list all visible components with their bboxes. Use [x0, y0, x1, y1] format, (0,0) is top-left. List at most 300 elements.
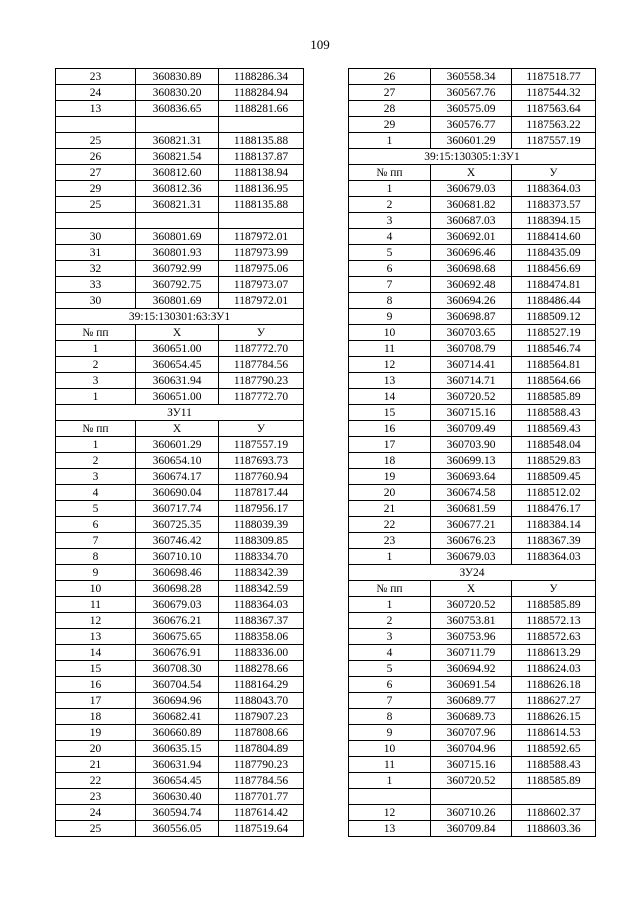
y-coordinate: 1187975.06: [219, 261, 304, 277]
table-row: [56, 597, 304, 613]
table-row: [56, 101, 304, 117]
x-coordinate: 360717.74: [136, 501, 219, 517]
x-coordinate: 360715.16: [431, 757, 512, 773]
y-coordinate: 1188529.83: [512, 453, 596, 469]
x-coordinate: 360654.45: [136, 357, 219, 373]
x-coordinate: 360792.75: [136, 277, 219, 293]
point-number: 4: [56, 485, 136, 501]
point-number: 12: [349, 357, 431, 373]
x-coordinate: 360690.04: [136, 485, 219, 501]
y-coordinate: 1188474.81: [512, 277, 596, 293]
section-heading: ЗУ24: [349, 565, 596, 581]
y-coordinate: 1187973.07: [219, 277, 304, 293]
table-row: [56, 117, 304, 133]
table-row: [56, 373, 304, 389]
table-row: [56, 693, 304, 709]
point-number: 11: [349, 341, 431, 357]
header-y: У: [512, 581, 596, 597]
header-point-number: № пп: [56, 421, 136, 437]
header-y: У: [219, 325, 304, 341]
point-number: 32: [56, 261, 136, 277]
table-row: [56, 469, 304, 485]
table-row: [349, 469, 596, 485]
header-y: У: [219, 421, 304, 437]
table-row: [349, 725, 596, 741]
table-body: [349, 69, 596, 837]
table-row: [56, 293, 304, 309]
point-number: 8: [349, 709, 431, 725]
x-coordinate: 360703.65: [431, 325, 512, 341]
table-row: [56, 341, 304, 357]
point-number: 9: [56, 565, 136, 581]
table-body: [56, 69, 304, 837]
point-number: 29: [349, 117, 431, 133]
point-number: 1: [349, 133, 431, 149]
point-number: 9: [349, 309, 431, 325]
point-number: 25: [56, 133, 136, 149]
x-coordinate: 360679.03: [431, 181, 512, 197]
y-coordinate: 1188138.94: [219, 165, 304, 181]
x-coordinate: 360801.93: [136, 245, 219, 261]
x-coordinate: 360676.91: [136, 645, 219, 661]
y-coordinate: 1188509.45: [512, 469, 596, 485]
table-row: [349, 325, 596, 341]
y-coordinate: 1187519.64: [219, 821, 304, 837]
point-number: 5: [56, 501, 136, 517]
x-coordinate: 360801.69: [136, 293, 219, 309]
y-coordinate: 1188564.66: [512, 373, 596, 389]
table-row: [349, 709, 596, 725]
x-coordinate: 360694.92: [431, 661, 512, 677]
table-row: [349, 821, 596, 837]
x-coordinate: 360720.52: [431, 597, 512, 613]
column-header-row: [349, 581, 596, 597]
point-number: 16: [349, 421, 431, 437]
y-coordinate: 1187693.73: [219, 453, 304, 469]
point-number: [56, 213, 136, 229]
point-number: [349, 789, 431, 805]
x-coordinate: 360753.81: [431, 613, 512, 629]
y-coordinate: 1188367.39: [512, 533, 596, 549]
point-number: 18: [349, 453, 431, 469]
header-y: У: [512, 165, 596, 181]
y-coordinate: 1188592.65: [512, 741, 596, 757]
table-row: [349, 373, 596, 389]
table-row: [349, 533, 596, 549]
point-number: 12: [56, 613, 136, 629]
point-number: 6: [56, 517, 136, 533]
table-row: [56, 213, 304, 229]
column-header-row: [56, 325, 304, 341]
x-coordinate: 360679.03: [431, 549, 512, 565]
y-coordinate: 1188509.12: [512, 309, 596, 325]
table-row: [349, 501, 596, 517]
y-coordinate: 1187563.22: [512, 117, 596, 133]
y-coordinate: 1188527.19: [512, 325, 596, 341]
x-coordinate: 360708.79: [431, 341, 512, 357]
point-number: 23: [56, 789, 136, 805]
table-row: [349, 421, 596, 437]
y-coordinate: 1187973.99: [219, 245, 304, 261]
y-coordinate: 1187790.23: [219, 373, 304, 389]
point-number: 26: [56, 149, 136, 165]
point-number: 17: [56, 693, 136, 709]
y-coordinate: 1188336.00: [219, 645, 304, 661]
section-heading: 39:15:130301:63:ЗУ1: [56, 309, 304, 325]
point-number: 4: [349, 645, 431, 661]
table-row: [56, 501, 304, 517]
y-coordinate: 1188286.34: [219, 69, 304, 85]
y-coordinate: 1188476.17: [512, 501, 596, 517]
y-coordinate: 1188136.95: [219, 181, 304, 197]
x-coordinate: 360710.26: [431, 805, 512, 821]
y-coordinate: 1187972.01: [219, 229, 304, 245]
table-row: [349, 229, 596, 245]
table-row: [349, 101, 596, 117]
y-coordinate: 1188548.04: [512, 437, 596, 453]
x-coordinate: 360753.96: [431, 629, 512, 645]
point-number: 7: [349, 693, 431, 709]
x-coordinate: 360677.21: [431, 517, 512, 533]
table-row: [349, 613, 596, 629]
x-coordinate: 360630.40: [136, 789, 219, 805]
y-coordinate: 1188342.39: [219, 565, 304, 581]
point-number: 6: [349, 677, 431, 693]
x-coordinate: 360674.58: [431, 485, 512, 501]
table-row: [56, 709, 304, 725]
y-coordinate: 1187817.44: [219, 485, 304, 501]
x-coordinate: 360679.03: [136, 597, 219, 613]
x-coordinate: 360654.45: [136, 773, 219, 789]
y-coordinate: 1188512.02: [512, 485, 596, 501]
y-coordinate: 1187614.42: [219, 805, 304, 821]
table-row: [56, 773, 304, 789]
x-coordinate: 360703.90: [431, 437, 512, 453]
point-number: 27: [349, 85, 431, 101]
x-coordinate: 360707.96: [431, 725, 512, 741]
table-row: [56, 453, 304, 469]
table-row: [349, 773, 596, 789]
y-coordinate: 1188043.70: [219, 693, 304, 709]
table-row: [56, 629, 304, 645]
point-number: 11: [349, 757, 431, 773]
y-coordinate: 1187804.89: [219, 741, 304, 757]
table-row: [349, 197, 596, 213]
x-coordinate: 360692.48: [431, 277, 512, 293]
point-number: 12: [349, 805, 431, 821]
table-row: [349, 629, 596, 645]
x-coordinate: 360725.35: [136, 517, 219, 533]
column-header-row: [56, 421, 304, 437]
x-coordinate: 360821.54: [136, 149, 219, 165]
x-coordinate: 360720.52: [431, 389, 512, 405]
point-number: 1: [56, 389, 136, 405]
x-coordinate: 360714.41: [431, 357, 512, 373]
x-coordinate: 360689.77: [431, 693, 512, 709]
y-coordinate: 1187760.94: [219, 469, 304, 485]
table-row: [349, 69, 596, 85]
point-number: 21: [56, 757, 136, 773]
table-row: [349, 277, 596, 293]
table-row: [56, 389, 304, 405]
y-coordinate: 1187784.56: [219, 773, 304, 789]
x-coordinate: [136, 213, 219, 229]
table-row: [349, 133, 596, 149]
point-number: 18: [56, 709, 136, 725]
table-row: [56, 789, 304, 805]
y-coordinate: 1188394.15: [512, 213, 596, 229]
y-coordinate: 1188603.36: [512, 821, 596, 837]
table-row: [349, 389, 596, 405]
x-coordinate: 360689.73: [431, 709, 512, 725]
coordinates-table-right: [348, 68, 596, 837]
table-row: [56, 357, 304, 373]
point-number: 19: [56, 725, 136, 741]
y-coordinate: 1188137.87: [219, 149, 304, 165]
section-heading-row: [56, 405, 304, 421]
table-row: [349, 437, 596, 453]
table-row: [349, 309, 596, 325]
y-coordinate: 1188284.94: [219, 85, 304, 101]
y-coordinate: 1188364.03: [219, 597, 304, 613]
table-row: [56, 741, 304, 757]
y-coordinate: 1188585.89: [512, 597, 596, 613]
y-coordinate: 1188384.14: [512, 517, 596, 533]
table-row: [349, 549, 596, 565]
x-coordinate: 360694.26: [431, 293, 512, 309]
table-row: [349, 181, 596, 197]
table-row: [56, 245, 304, 261]
table-row: [56, 821, 304, 837]
table-row: [56, 277, 304, 293]
y-coordinate: 1188278.66: [219, 661, 304, 677]
y-coordinate: 1188626.15: [512, 709, 596, 725]
table-row: [349, 85, 596, 101]
table-row: [56, 133, 304, 149]
x-coordinate: 360601.29: [431, 133, 512, 149]
x-coordinate: 360692.01: [431, 229, 512, 245]
table-row: [56, 229, 304, 245]
y-coordinate: 1188624.03: [512, 661, 596, 677]
point-number: 4: [349, 229, 431, 245]
y-coordinate: 1188334.70: [219, 549, 304, 565]
y-coordinate: 1188039.39: [219, 517, 304, 533]
y-coordinate: 1188486.44: [512, 293, 596, 309]
point-number: 1: [349, 773, 431, 789]
table-row: [56, 437, 304, 453]
point-number: 2: [56, 453, 136, 469]
table-row: [349, 293, 596, 309]
x-coordinate: 360710.10: [136, 549, 219, 565]
y-coordinate: [219, 117, 304, 133]
point-number: 3: [56, 469, 136, 485]
x-coordinate: 360709.49: [431, 421, 512, 437]
x-coordinate: 360681.59: [431, 501, 512, 517]
table-row: [349, 485, 596, 501]
point-number: 13: [56, 101, 136, 117]
x-coordinate: 360792.99: [136, 261, 219, 277]
x-coordinate: 360556.05: [136, 821, 219, 837]
y-coordinate: 1188588.43: [512, 405, 596, 421]
table-row: [56, 645, 304, 661]
table-row: [56, 613, 304, 629]
y-coordinate: [219, 213, 304, 229]
x-coordinate: 360746.42: [136, 533, 219, 549]
x-coordinate: 360631.94: [136, 757, 219, 773]
point-number: 2: [349, 197, 431, 213]
y-coordinate: 1188569.43: [512, 421, 596, 437]
x-coordinate: 360698.68: [431, 261, 512, 277]
section-heading-row: [349, 149, 596, 165]
table-row: [56, 197, 304, 213]
point-number: 8: [56, 549, 136, 565]
point-number: 10: [349, 325, 431, 341]
table-row: [349, 341, 596, 357]
x-coordinate: 360676.23: [431, 533, 512, 549]
point-number: 10: [56, 581, 136, 597]
point-number: 24: [56, 805, 136, 821]
table-row: [349, 117, 596, 133]
table-row: [56, 549, 304, 565]
point-number: 22: [56, 773, 136, 789]
table-row: [56, 69, 304, 85]
x-coordinate: 360675.65: [136, 629, 219, 645]
x-coordinate: 360651.00: [136, 341, 219, 357]
y-coordinate: 1187557.19: [512, 133, 596, 149]
y-coordinate: 1188572.13: [512, 613, 596, 629]
x-coordinate: 360576.77: [431, 117, 512, 133]
x-coordinate: 360708.30: [136, 661, 219, 677]
x-coordinate: 360674.17: [136, 469, 219, 485]
y-coordinate: 1187956.17: [219, 501, 304, 517]
point-number: 33: [56, 277, 136, 293]
table-row: [349, 661, 596, 677]
point-number: 30: [56, 229, 136, 245]
point-number: 15: [349, 405, 431, 421]
x-coordinate: 360801.69: [136, 229, 219, 245]
x-coordinate: [136, 117, 219, 133]
point-number: 26: [349, 69, 431, 85]
y-coordinate: 1188456.69: [512, 261, 596, 277]
table-row: [56, 661, 304, 677]
point-number: 15: [56, 661, 136, 677]
table-row: [56, 581, 304, 597]
y-coordinate: 1187808.66: [219, 725, 304, 741]
x-coordinate: 360660.89: [136, 725, 219, 741]
table-row: [56, 85, 304, 101]
point-number: 22: [349, 517, 431, 533]
y-coordinate: 1188364.03: [512, 181, 596, 197]
point-number: 13: [349, 373, 431, 389]
x-coordinate: 360654.10: [136, 453, 219, 469]
table-row: [349, 805, 596, 821]
point-number: [56, 117, 136, 133]
y-coordinate: 1188627.27: [512, 693, 596, 709]
point-number: 3: [56, 373, 136, 389]
y-coordinate: 1187518.77: [512, 69, 596, 85]
x-coordinate: 360651.00: [136, 389, 219, 405]
x-coordinate: 360558.34: [431, 69, 512, 85]
y-coordinate: 1187790.23: [219, 757, 304, 773]
x-coordinate: 360714.71: [431, 373, 512, 389]
y-coordinate: 1188435.09: [512, 245, 596, 261]
y-coordinate: 1187563.64: [512, 101, 596, 117]
point-number: 9: [349, 725, 431, 741]
y-coordinate: 1188588.43: [512, 757, 596, 773]
y-coordinate: 1187772.70: [219, 389, 304, 405]
point-number: 8: [349, 293, 431, 309]
point-number: 30: [56, 293, 136, 309]
point-number: 5: [349, 245, 431, 261]
point-number: 20: [56, 741, 136, 757]
y-coordinate: 1187772.70: [219, 341, 304, 357]
table-row: [56, 805, 304, 821]
table-row: [349, 757, 596, 773]
point-number: 3: [349, 213, 431, 229]
point-number: 3: [349, 629, 431, 645]
y-coordinate: 1188572.63: [512, 629, 596, 645]
section-heading: ЗУ11: [56, 405, 304, 421]
point-number: 6: [349, 261, 431, 277]
table-row: [349, 597, 596, 613]
y-coordinate: 1188614.53: [512, 725, 596, 741]
x-coordinate: 360812.60: [136, 165, 219, 181]
point-number: 13: [56, 629, 136, 645]
point-number: 23: [349, 533, 431, 549]
point-number: 25: [56, 197, 136, 213]
y-coordinate: 1188585.89: [512, 773, 596, 789]
point-number: 19: [349, 469, 431, 485]
point-number: 17: [349, 437, 431, 453]
table-row: [349, 645, 596, 661]
y-coordinate: 1188373.57: [512, 197, 596, 213]
x-coordinate: 360699.13: [431, 453, 512, 469]
y-coordinate: 1188585.89: [512, 389, 596, 405]
x-coordinate: 360631.94: [136, 373, 219, 389]
x-coordinate: 360691.54: [431, 677, 512, 693]
point-number: 20: [349, 485, 431, 501]
x-coordinate: 360830.89: [136, 69, 219, 85]
table-row: [349, 693, 596, 709]
x-coordinate: 360704.96: [431, 741, 512, 757]
x-coordinate: 360830.20: [136, 85, 219, 101]
y-coordinate: 1188414.60: [512, 229, 596, 245]
section-heading-row: [349, 565, 596, 581]
x-coordinate: 360694.96: [136, 693, 219, 709]
x-coordinate: 360704.54: [136, 677, 219, 693]
y-coordinate: [512, 789, 596, 805]
x-coordinate: 360709.84: [431, 821, 512, 837]
table-row: [56, 565, 304, 581]
x-coordinate: 360812.36: [136, 181, 219, 197]
x-coordinate: 360681.82: [431, 197, 512, 213]
table-row: [56, 677, 304, 693]
y-coordinate: 1188358.06: [219, 629, 304, 645]
table-row: [349, 789, 596, 805]
point-number: 28: [349, 101, 431, 117]
x-coordinate: 360635.15: [136, 741, 219, 757]
point-number: 14: [56, 645, 136, 661]
x-coordinate: 360696.46: [431, 245, 512, 261]
x-coordinate: 360836.65: [136, 101, 219, 117]
point-number: 24: [56, 85, 136, 101]
x-coordinate: 360687.03: [431, 213, 512, 229]
table-row: [349, 245, 596, 261]
x-coordinate: 360698.46: [136, 565, 219, 581]
page-number: 109: [310, 37, 330, 52]
table-row: [56, 165, 304, 181]
point-number: 1: [349, 597, 431, 613]
